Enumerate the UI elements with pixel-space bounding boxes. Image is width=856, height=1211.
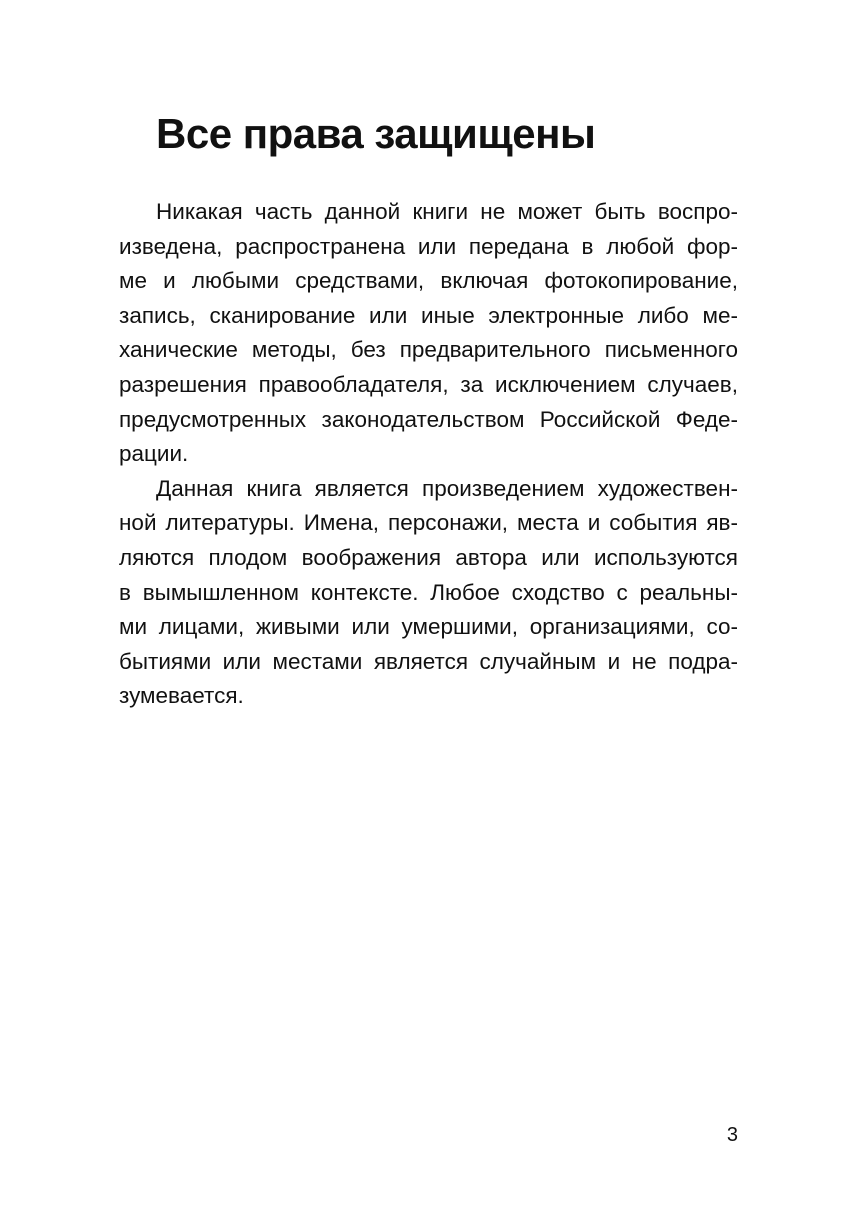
paragraph-rights [119,195,738,472]
text-line: рации. [119,441,189,467]
text-line: ме и любыми средствами, включая фотокопирование, [119,268,738,294]
text-line: предусмотренных законодательством Российской Феде- [119,406,738,432]
text-line: изведена, распространена или передана в любой фор- [119,233,738,259]
paragraph-fiction-disclaimer [119,472,738,714]
text-line: ляются плодом воображения автора или используются [119,544,738,570]
text-line: зумевается. [119,683,244,709]
text-line: Никакая часть данной книги не может быть воспро- [156,199,738,224]
page-title: Все права защищены [156,110,596,157]
copyright-text [119,195,738,714]
text-line: запись, сканирование или иные электронные либо ме- [119,302,738,328]
text-line: Данная книга является произведением художествен- [156,475,738,501]
text-line: разрешения правообладателя, за исключением случаев, [119,371,738,397]
text-line: в вымышленном контексте. Любое сходство с реальны- [119,579,738,605]
text-line: ханические методы, без предварительного письменного [119,337,738,363]
text-line: бытиями или местами является случайным и не подра- [119,648,738,674]
text-line: ми лицами, живыми или умершими, организациями, со- [119,614,738,640]
text-line: ной литературы. Имена, персонажи, места и события яв- [119,510,738,536]
page-number: 3 [726,1124,738,1146]
